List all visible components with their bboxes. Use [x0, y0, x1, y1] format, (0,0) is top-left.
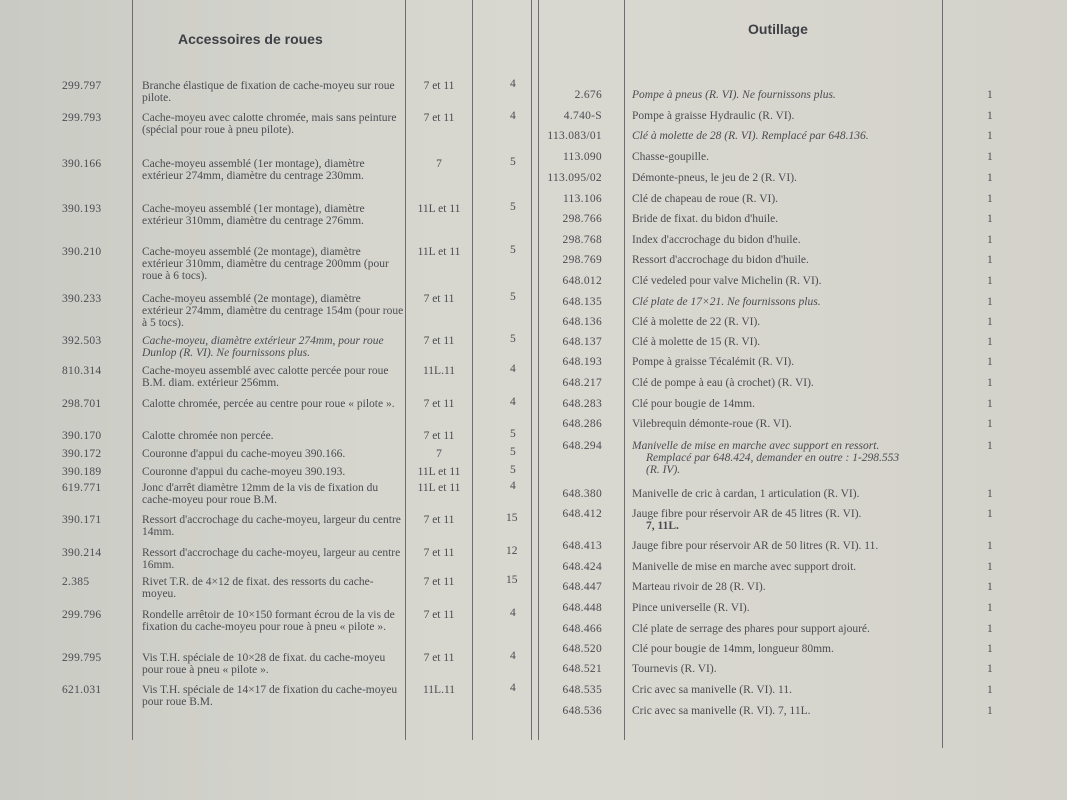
tool-description: Pompe à graisse Hydraulic (R. VI). [632, 110, 795, 122]
vehicle-model: 11L et 11 [417, 482, 461, 494]
quantity: 1 [987, 581, 993, 593]
column-rule-desc-right-end [942, 0, 943, 748]
vehicle-model: 7 et 11 [423, 112, 455, 124]
part-number: 619.771 [62, 482, 102, 494]
part-description: Ressort d'accrochage du cache-moyeu, largeur au centre 16mm. [142, 547, 401, 571]
vehicle-model: 11L et 11 [417, 466, 461, 478]
tool-number: 648.413 [562, 540, 602, 552]
tool-number: 648.283 [562, 398, 602, 410]
tool-description: Clé à molette de 22 (R. VI). [632, 316, 761, 328]
quantity: 1 [987, 488, 993, 500]
quantity: 1 [987, 623, 993, 635]
quantity: 1 [987, 540, 993, 552]
quantity: 1 [987, 316, 993, 328]
part-description: Couronne d'appui du cache-moyeu 390.166. [142, 448, 346, 460]
part-number: 390.166 [62, 158, 102, 170]
quantity: 4 [510, 480, 516, 492]
quantity: 15 [506, 512, 518, 524]
tool-description: Pompe à pneus (R. VI). Ne fournissons plus. [632, 89, 836, 101]
part-description: Jonc d'arrêt diamètre 12mm de la vis de fixation du cache-moyeu pour roue B.M. [142, 482, 379, 506]
tool-number: 2.676 [574, 89, 602, 101]
tool-description: Jauge fibre pour réservoir AR de 50 litres (R. VI). 11. [632, 540, 879, 552]
tool-description: Clé plate de serrage des phares pour support ajouré. [632, 623, 870, 635]
left-section-title: Accessoires de roues [178, 31, 323, 47]
tool-description: Chasse-goupille. [632, 151, 709, 163]
part-number: 2.385 [62, 576, 90, 588]
tool-number: 298.766 [562, 213, 602, 225]
quantity: 1 [987, 684, 993, 696]
quantity: 4 [510, 78, 516, 90]
tool-number: 113.106 [562, 193, 602, 205]
vehicle-model: 11L et 11 [417, 246, 461, 258]
tool-number: 648.136 [562, 316, 602, 328]
quantity: 5 [510, 201, 516, 213]
column-rule-ref-end [624, 0, 625, 740]
tool-number: 648.380 [562, 488, 602, 500]
quantity: 4 [510, 110, 516, 122]
tool-description: Clé de pompe à eau (à crochet) (R. VI). [632, 377, 814, 389]
tool-description: Pince universelle (R. VI). [632, 602, 750, 614]
tool-number: 648.137 [562, 336, 602, 348]
tool-description: Clé vedeled pour valve Michelin (R. VI). [632, 275, 822, 287]
tool-description-line3: (R. IV). [646, 464, 681, 476]
quantity: 1 [987, 110, 993, 122]
part-number: 390.171 [62, 514, 102, 526]
vehicle-model: 7 et 11 [423, 609, 455, 621]
part-number: 299.793 [62, 112, 102, 124]
part-number: 299.795 [62, 652, 102, 664]
vehicle-model: 7 et 11 [423, 514, 455, 526]
part-number: 390.233 [62, 293, 102, 305]
tool-description: Marteau rivoir de 28 (R. VI). [632, 581, 766, 593]
part-description: Rivet T.R. de 4×12 de fixat. des ressorts du cache-moyeu. [142, 576, 374, 600]
tool-description: Démonte-pneus, le jeu de 2 (R. VI). [632, 172, 797, 184]
quantity: 4 [510, 650, 516, 662]
quantity: 1 [987, 336, 993, 348]
tool-description: Tournevis (R. VI). [632, 663, 717, 675]
vehicle-model: 11L et 11 [417, 203, 461, 215]
tool-number: 648.448 [562, 602, 602, 614]
part-number: 390.170 [62, 430, 102, 442]
part-description: Vis T.H. spéciale de 10×28 de fixat. du cache-moyeu pour roue à pneu « pilote ». [142, 652, 386, 676]
part-number: 392.503 [62, 335, 102, 347]
quantity: 5 [510, 291, 516, 303]
quantity: 1 [987, 89, 993, 101]
tool-description: Vilebrequin démonte-roue (R. VI). [632, 418, 792, 430]
tool-number: 648.135 [562, 296, 602, 308]
tool-description: Bride de fixat. du bidon d'huile. [632, 213, 779, 225]
tool-number: 648.012 [562, 275, 602, 287]
tool-description: Ressort d'accrochage du bidon d'huile. [632, 254, 809, 266]
part-description: Cache-moyeu assemblé avec calotte percée pour roue B.M. diam. extérieur 256mm. [142, 365, 389, 389]
vehicle-model: 11L.11 [422, 684, 456, 696]
tool-number: 113.083/01 [547, 130, 602, 142]
quantity: 1 [987, 130, 993, 142]
tool-description: Jauge fibre pour réservoir AR de 45 litres (R. VI). [632, 508, 862, 520]
quantity: 4 [510, 363, 516, 375]
quantity: 4 [510, 607, 516, 619]
quantity: 1 [987, 296, 993, 308]
tool-number: 648.424 [562, 561, 602, 573]
part-number: 810.314 [62, 365, 102, 377]
part-description: Cache-moyeu, diamètre extérieur 274mm, pour roue Dunlop (R. VI). Ne fournissons plus. [142, 335, 384, 359]
part-number: 390.193 [62, 203, 102, 215]
quantity: 1 [987, 398, 993, 410]
part-description: Branche élastique de fixation de cache-moyeu sur roue pilote. [142, 80, 395, 104]
tool-description: Clé pour bougie de 14mm. [632, 398, 755, 410]
quantity: 1 [987, 663, 993, 675]
quantity: 5 [510, 156, 516, 168]
quantity: 1 [987, 440, 993, 452]
quantity: 4 [510, 682, 516, 694]
part-description: Cache-moyeu assemblé (2e montage), diamètre extérieur 310mm, diamètre du centrage 200mm (pour roue à 6 tocs). [142, 246, 389, 282]
part-description: Rondelle arrêtoir de 10×150 formant écrou de la vis de fixation du cache-moyeu pour roue à pneu « pilote ». [142, 609, 395, 633]
part-description: Cache-moyeu avec calotte chromée, mais sans peinture (spécial pour roue à pneu pilote). [142, 112, 397, 136]
part-description: Calotte chromée non percée. [142, 430, 274, 442]
tool-number: 648.521 [562, 663, 602, 675]
part-number: 390.189 [62, 466, 102, 478]
tool-description: Manivelle de mise en marche avec support droit. [632, 561, 857, 573]
quantity: 1 [987, 254, 993, 266]
tool-number: 298.769 [562, 254, 602, 266]
quantity: 1 [987, 508, 993, 520]
tool-description: Clé pour bougie de 14mm, longueur 80mm. [632, 643, 834, 655]
tool-description-line2: Remplacé par 648.424, demander en outre : 1-298.553 [646, 452, 900, 464]
vehicle-model: 7 [436, 448, 442, 460]
tool-description: Clé à molette de 15 (R. VI). [632, 336, 761, 348]
column-rule-left [132, 0, 133, 740]
quantity: 1 [987, 377, 993, 389]
part-number: 390.210 [62, 246, 102, 258]
quantity: 1 [987, 193, 993, 205]
quantity: 15 [506, 574, 518, 586]
part-description: Ressort d'accrochage du cache-moyeu, largeur du centre 14mm. [142, 514, 401, 538]
quantity: 1 [987, 561, 993, 573]
part-description: Cache-moyeu assemblé (1er montage), diamètre extérieur 310mm, diamètre du centrage 276mm. [142, 203, 365, 227]
tool-number: 4.740-S [563, 110, 602, 122]
vehicle-model: 7 et 11 [423, 293, 455, 305]
tool-number: 648.466 [562, 623, 602, 635]
tool-description: Manivelle de mise en marche avec support en ressort. [632, 440, 880, 452]
tool-description: Clé à molette de 28 (R. VI). Remplacé par 648.136. [632, 130, 869, 142]
part-description: Vis T.H. spéciale de 14×17 de fixation du cache-moyeu pour roue B.M. [142, 684, 398, 708]
quantity: 5 [510, 428, 516, 440]
tool-description: Manivelle de cric à cardan, 1 articulation (R. VI). [632, 488, 860, 500]
column-rule-model-end [472, 0, 473, 740]
vehicle-model: 7 [436, 158, 442, 170]
tool-number: 648.294 [562, 440, 602, 452]
quantity: 5 [510, 464, 516, 476]
vehicle-model: 7 et 11 [423, 652, 455, 664]
tool-description: Pompe à graisse Técalémit (R. VI). [632, 356, 795, 368]
tool-description: Clé plate de 17×21. Ne fournissons plus. [632, 296, 821, 308]
part-number: 390.172 [62, 448, 102, 460]
quantity: 1 [987, 356, 993, 368]
quantity: 1 [987, 151, 993, 163]
part-number: 299.797 [62, 80, 102, 92]
tool-number: 648.536 [562, 705, 602, 717]
tool-description: Clé de chapeau de roue (R. VI). [632, 193, 779, 205]
tool-number: 648.535 [562, 684, 602, 696]
quantity: 5 [510, 333, 516, 345]
part-description: Cache-moyeu assemblé (2e montage), diamètre extérieur 274mm, diamètre du centrage 154m (pour roue à 5 tocs). [142, 293, 404, 329]
tool-number: 113.090 [562, 151, 602, 163]
quantity: 5 [510, 446, 516, 458]
vehicle-model: 11L.11 [422, 365, 456, 377]
tool-description-line2: 7, 11L. [646, 520, 679, 532]
vehicle-model: 7 et 11 [423, 576, 455, 588]
quantity: 1 [987, 275, 993, 287]
tool-number: 648.447 [562, 581, 602, 593]
vehicle-model: 7 et 11 [423, 80, 455, 92]
tool-description: Cric avec sa manivelle (R. VI). 7, 11L. [632, 705, 811, 717]
vehicle-model: 7 et 11 [423, 547, 455, 559]
part-number: 390.214 [62, 547, 102, 559]
part-description: Cache-moyeu assemblé (1er montage), diamètre extérieur 274mm, diamètre du centrage 230mm. [142, 158, 365, 182]
quantity: 1 [987, 705, 993, 717]
vehicle-model: 7 et 11 [423, 335, 455, 347]
tool-number: 648.286 [562, 418, 602, 430]
quantity: 1 [987, 172, 993, 184]
tool-number: 648.412 [562, 508, 602, 520]
quantity: 1 [987, 602, 993, 614]
part-description: Couronne d'appui du cache-moyeu 390.193. [142, 466, 346, 478]
quantity: 4 [510, 396, 516, 408]
quantity: 1 [987, 213, 993, 225]
tool-number: 648.217 [562, 377, 602, 389]
tool-number: 113.095/02 [547, 172, 602, 184]
quantity: 1 [987, 234, 993, 246]
vehicle-model: 7 et 11 [423, 398, 455, 410]
vehicle-model: 7 et 11 [423, 430, 455, 442]
part-number: 621.031 [62, 684, 102, 696]
tool-number: 648.520 [562, 643, 602, 655]
part-number: 299.796 [62, 609, 102, 621]
tool-description: Cric avec sa manivelle (R. VI). 11. [632, 684, 792, 696]
quantity: 1 [987, 643, 993, 655]
quantity: 5 [510, 244, 516, 256]
column-rule-desc-end [405, 0, 406, 740]
tool-number: 298.768 [562, 234, 602, 246]
quantity: 12 [506, 545, 518, 557]
part-number: 298.701 [62, 398, 102, 410]
tool-description: Index d'accrochage du bidon d'huile. [632, 234, 801, 246]
tool-number: 648.193 [562, 356, 602, 368]
right-section-title: Outillage [748, 21, 808, 37]
quantity: 1 [987, 418, 993, 430]
part-description: Calotte chromée, percée au centre pour roue « pilote ». [142, 398, 395, 410]
